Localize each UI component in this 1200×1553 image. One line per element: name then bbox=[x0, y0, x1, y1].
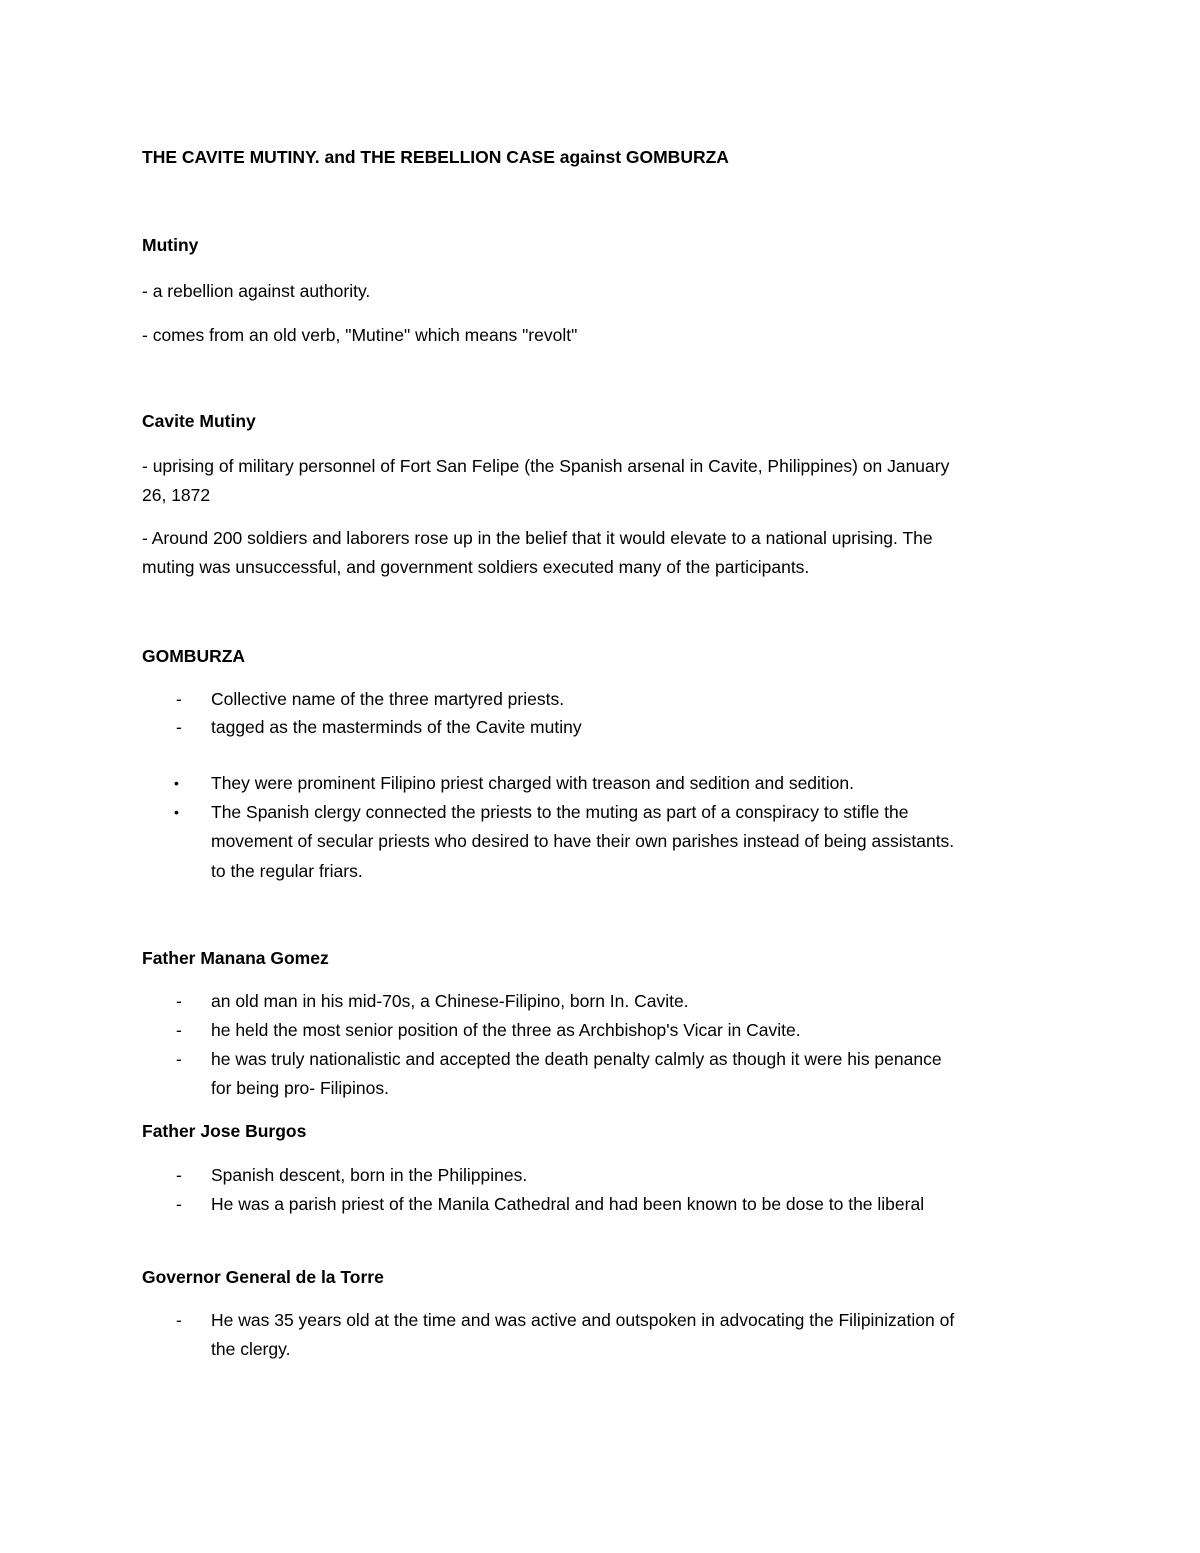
gomez-item-1: an old man in his mid-70s, a Chinese-Filipino, born In. Cavite. bbox=[211, 991, 689, 1011]
gomburza-bullet-item-1: They were prominent Filipino priest charged with treason and sedition and sedition. bbox=[211, 773, 854, 793]
dash-marker: - bbox=[176, 717, 182, 737]
mutiny-line-2: - comes from an old verb, "Mutine" which means "revolt" bbox=[142, 325, 578, 345]
bullet-marker: • bbox=[174, 775, 179, 791]
bullet-marker: • bbox=[174, 804, 179, 820]
gomburza-bullet-item-2-cont: movement of secular priests who desired to have their own parishes instead of being assistants. bbox=[211, 831, 955, 851]
mutiny-line-1: - a rebellion against authority. bbox=[142, 281, 371, 301]
cavite-line-4: muting was unsuccessful, and government soldiers executed many of the participants. bbox=[142, 557, 810, 577]
heading-cavite-mutiny: Cavite Mutiny bbox=[142, 411, 256, 431]
torre-item-1-cont: the clergy. bbox=[211, 1339, 291, 1359]
heading-torre: Governor General de la Torre bbox=[142, 1267, 384, 1287]
dash-marker: - bbox=[176, 1165, 182, 1185]
dash-marker: - bbox=[176, 1020, 182, 1040]
dash-marker: - bbox=[176, 689, 182, 709]
heading-gomburza: GOMBURZA bbox=[142, 646, 246, 666]
heading-mutiny: Mutiny bbox=[142, 235, 199, 255]
gomburza-bullet-item-2-cont: to the regular friars. bbox=[211, 861, 363, 881]
cavite-line-2: 26, 1872 bbox=[142, 485, 211, 505]
gomez-item-3-cont: for being pro- Filipinos. bbox=[211, 1078, 389, 1098]
cavite-line-1: - uprising of military personnel of Fort San Felipe (the Spanish arsenal in Cavite, Philippines) on January bbox=[142, 456, 950, 476]
dash-marker: - bbox=[176, 1194, 182, 1214]
torre-item-1: He was 35 years old at the time and was active and outspoken in advocating the Filipinization of bbox=[211, 1310, 955, 1330]
burgos-item-1: Spanish descent, born in the Philippines. bbox=[211, 1165, 528, 1185]
document-title: THE CAVITE MUTINY. and THE REBELLION CASE against GOMBURZA bbox=[142, 147, 729, 167]
dash-marker: - bbox=[176, 991, 182, 1011]
gomez-item-3: he was truly nationalistic and accepted the death penalty calmly as though it were his penance bbox=[211, 1049, 942, 1069]
dash-marker: - bbox=[176, 1310, 182, 1330]
gomburza-dash-item-2: tagged as the masterminds of the Cavite mutiny bbox=[211, 717, 582, 737]
gomez-item-2: he held the most senior position of the three as Archbishop's Vicar in Cavite. bbox=[211, 1020, 801, 1040]
cavite-line-3: - Around 200 soldiers and laborers rose up in the belief that it would elevate to a national uprising. The bbox=[142, 528, 933, 548]
burgos-item-2: He was a parish priest of the Manila Cathedral and had been known to be dose to the liberal bbox=[211, 1194, 925, 1214]
heading-gomez: Father Manana Gomez bbox=[142, 948, 329, 968]
gomburza-dash-item-1: Collective name of the three martyred priests. bbox=[211, 689, 565, 709]
heading-burgos: Father Jose Burgos bbox=[142, 1121, 307, 1141]
dash-marker: - bbox=[176, 1049, 182, 1069]
gomburza-bullet-item-2: The Spanish clergy connected the priests to the muting as part of a conspiracy to stifle the bbox=[211, 802, 909, 822]
